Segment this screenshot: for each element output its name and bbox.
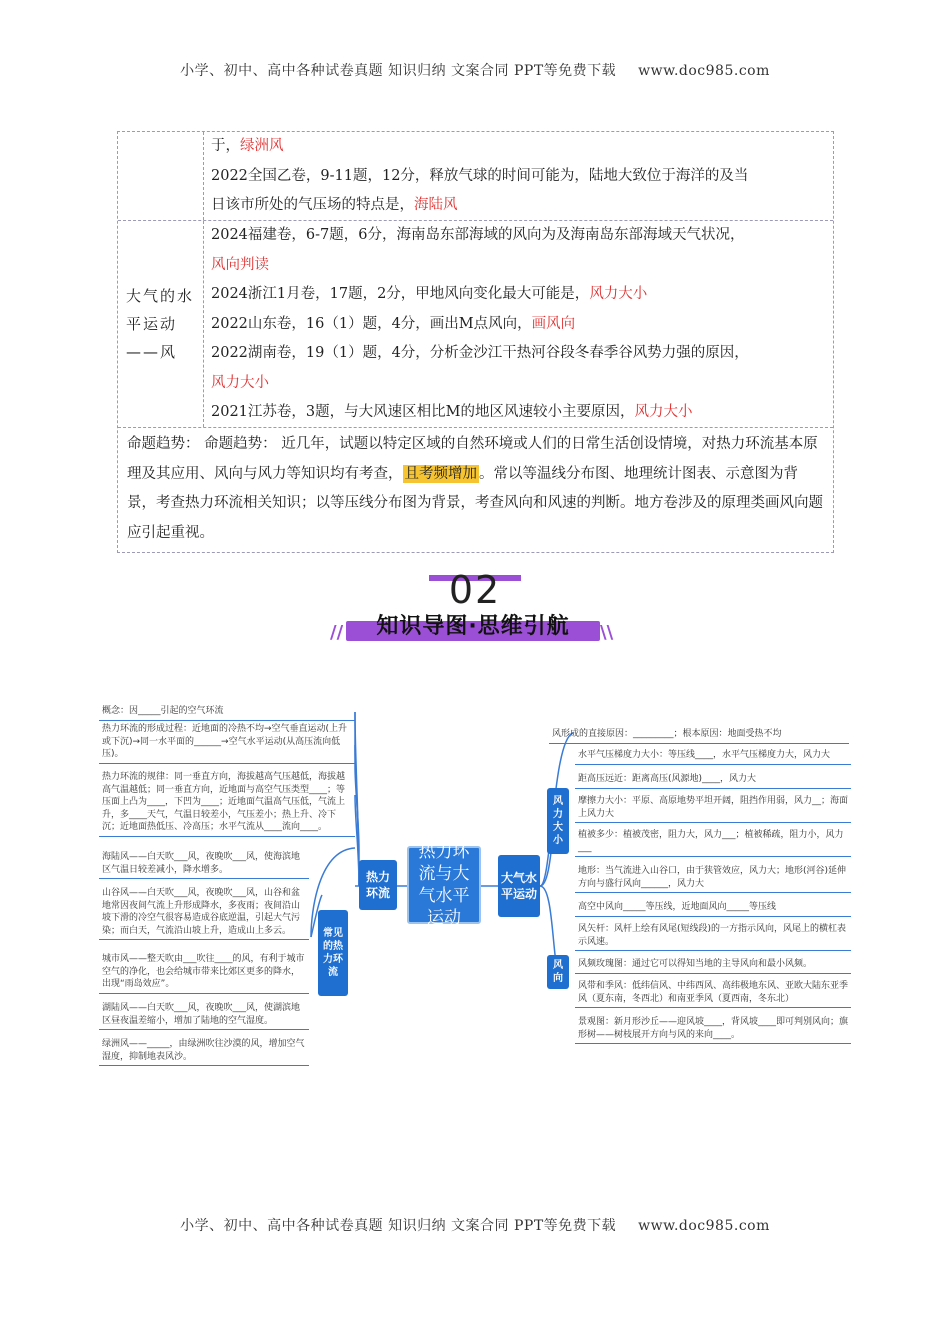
table-row xyxy=(118,221,833,428)
mind-map-item: 水平气压梯度力大小：等压线____，水平气压梯度力大，风力大 xyxy=(575,748,851,765)
mind-map-item: 热力环流的形成过程：近地面的冷热不均→空气垂直运动(上升或下沉)→同一水平面的______→空气水平运动(从高压流向低压)。 xyxy=(99,722,355,764)
page-footer xyxy=(0,1215,950,1235)
mind-map-item: 山谷风——白天吹___风，夜晚吹___风，山谷和盆地常因夜间气流上升形成降水，多夜雨；夜间沿山坡下滑的冷空气很容易造成谷底逆温，引起大气污染；而白天，气流沿山坡上升，造成山上多云。 xyxy=(99,886,309,940)
table-line: 2022山东卷，16（1）题，4分，画出M点风向，画风向 xyxy=(211,315,576,332)
mind-map-item: 风带和季风：低纬信风、中纬西风、高纬极地东风、亚欧大陆东亚季风（夏东南，冬西北）和南亚季风（夏西南，冬东北） xyxy=(575,979,851,1008)
table-line: 日该市所处的气压场的特点是，海陆风 xyxy=(211,197,458,213)
mind-map-item: 地形：当气流进入山谷口，由于狭管效应，风力大；地形(河谷)延伸方向与盛行风向______，风力大 xyxy=(575,864,851,893)
table-line: 2021江苏卷，3题，与大风速区相比M的地区风速较小主要原因，风力大小 xyxy=(211,404,693,420)
footer-text: 小学、初中、高中各种试卷真题 知识归纳 文案合同 PPT等免费下载 xyxy=(180,1218,617,1234)
mind-map-item: 植被多少：植被茂密，阻力大，风力___；植被稀疏，阻力小，风力___ xyxy=(575,828,851,857)
highlight-text: 且考频增加 xyxy=(404,465,477,482)
mind-map-item: 概念：因_____引起的空气环流 xyxy=(99,704,355,721)
mind-map-item: 绿洲风——_____，由绿洲吹往沙漠的风，增加空气湿度，抑制地表风沙。 xyxy=(99,1037,309,1066)
mind-map-item: 风频玫瑰图：通过它可以得知当地的主导风向和最小风频。 xyxy=(575,957,851,974)
table-content-cell xyxy=(204,221,833,427)
page-header xyxy=(0,60,950,80)
table-row xyxy=(118,428,833,552)
section-number: 02 xyxy=(448,568,502,612)
node-thermal-circulation: 热力环流 xyxy=(359,860,397,910)
section-title-banner xyxy=(346,611,600,641)
mind-map-item: 高空中风向_____等压线，近地面风向_____等压线 xyxy=(575,900,851,917)
table-line: 2024浙江1月卷，17题，2分，甲地风向变化最大可能是，风力大小 xyxy=(211,286,648,302)
section-title: 知识导图·思维引航 xyxy=(376,614,570,639)
mind-map-item: 景观图：新月形沙丘——迎风坡____，背风坡____即可判别风向；旗形树——树枝展开方向与风的来向____。 xyxy=(575,1015,851,1044)
node-common-circulation: 常见的热力环流 xyxy=(318,910,348,996)
mind-map-item: 距高压远近：距离高压(风源地)____，风力大 xyxy=(575,772,851,789)
mind-map-item: 风形成的直接原因：_________；根本原因：地面受热不均 xyxy=(549,727,849,744)
table-line: 风向判读 xyxy=(211,256,269,273)
mind-map-item: 摩擦力大小：平原、高原地势平坦开阔，阻挡作用弱，风力__；海面上风力大 xyxy=(575,794,851,823)
node-wind-direction: 风向 xyxy=(547,955,569,989)
exam-table xyxy=(117,131,834,553)
mind-map-item: 城市风——整天吹由___吹往____的风，有利于城市空气的净化，也会给城市带来比郊区更多的降水，出现“雨岛效应”。 xyxy=(99,952,309,994)
header-url[interactable]: www.doc985.com xyxy=(638,63,770,79)
table-line: 2022湖南卷，19（1）题，4分，分析金沙江干热河谷段冬春季谷风势力强的原因， xyxy=(211,345,749,361)
trend-cell: 命题趋势： 命题趋势： 近几年，试题以特定区域的自然环境或人们的日常生活创设情境，对热力环流基本原理及其应用、风向与风力等知识均有考查， 且考频增加 。常以等温线分布图、地理统计图表、示意图为背景，考查热力环流相关知识；以等压线分布图为背景，考查风向和风速的判断。地方卷涉及的原理类画风向题应引起重视。 xyxy=(127,436,823,541)
table-line: 风力大小 xyxy=(211,374,269,391)
table-line: 2024福建卷，6-7题，6分，海南岛东部海域的风向为及海南岛东部海域天气状况， xyxy=(211,227,745,243)
mind-map-item: 热力环流的规律：同一垂直方向，海拔越高气压越低，海拔越高气温越低；同一垂直方向，近地面与高空气压类型____；等压面上凸为____，下凹为____；近地面气温高气压低，气流上升，多____天气，气温日较差小，气压差小；热上升、冷下沉；近地面热低压、冷高压；水平气流从____流向____。 xyxy=(99,770,355,837)
decor-slash-icon: // xyxy=(330,622,344,643)
mind-map-item: 湖陆风——白天吹___风，夜晚吹___风，使湖滨地区昼夜温差缩小，增加了陆地的空气湿度。 xyxy=(99,1001,309,1030)
table-label-cell: 大气的水平运动——风 xyxy=(118,221,204,427)
table-line: 于，绿洲风 xyxy=(211,138,284,154)
node-wind-force: 风力大小 xyxy=(547,788,569,854)
table-label-cell xyxy=(118,132,204,220)
mind-map-item: 海陆风——白天吹___风，夜晚吹___风，使海滨地区气温日较差减小，降水增多。 xyxy=(99,850,309,879)
table-row xyxy=(118,132,833,221)
node-horizontal-motion: 大气水平运动 xyxy=(498,855,540,917)
table-line: 2022全国乙卷，9-11题，12分，释放气球的时间可能为，陆地大致位于海洋的及当 xyxy=(211,167,749,184)
mind-map-item: 风矢杆：风杆上绘有风尾(短线段)的一方指示风向，风尾上的横杠表示风速。 xyxy=(575,922,851,951)
mind-map xyxy=(97,700,853,1072)
decor-slash-icon: \\ xyxy=(600,622,614,643)
header-text: 小学、初中、高中各种试卷真题 知识归纳 文案合同 PPT等免费下载 xyxy=(180,63,617,79)
table-content-cell xyxy=(204,132,833,220)
node-center-topic: 热力环流与大气水平运动 xyxy=(407,846,481,924)
footer-url[interactable]: www.doc985.com xyxy=(638,1218,770,1234)
